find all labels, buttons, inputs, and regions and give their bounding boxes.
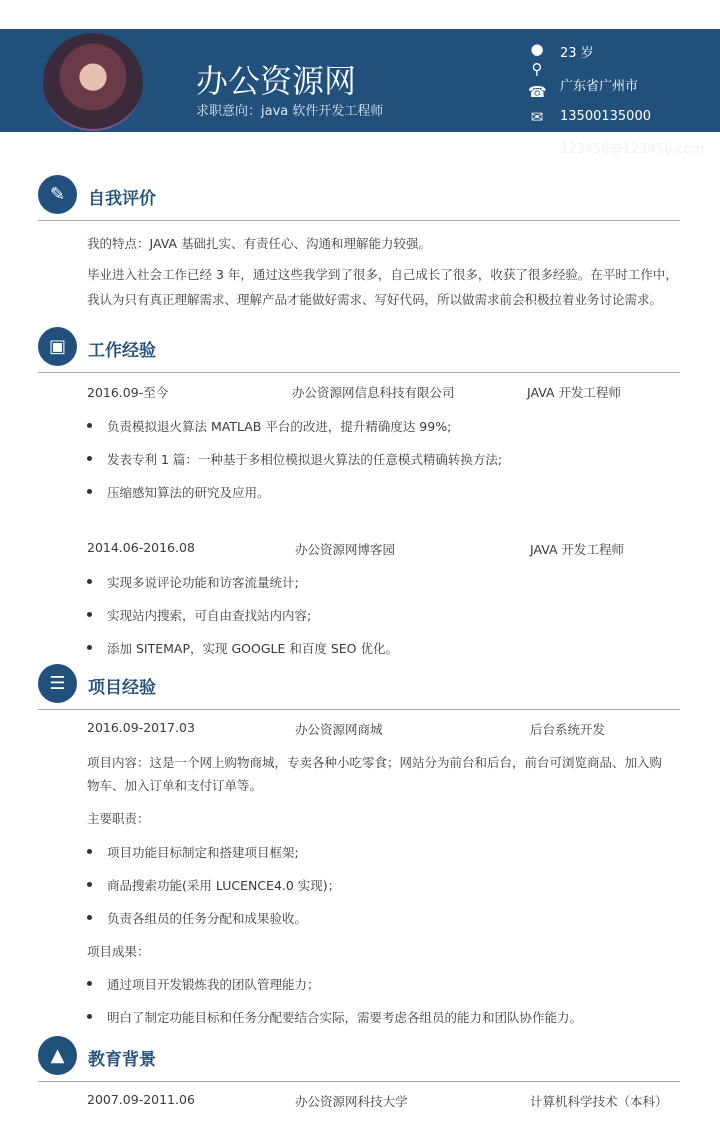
project-role: 后台系统开发 <box>530 722 606 737</box>
bullet <box>87 645 92 650</box>
phone: 13500135000 <box>560 109 651 124</box>
project-period: 2016.09-2017.03 <box>87 720 195 735</box>
bullet-text: 项目功能目标制定和搭建项目框架; <box>107 845 299 860</box>
phone-icon: ☎ <box>528 83 547 101</box>
duties-label: 主要职责： <box>87 811 150 826</box>
bullet <box>87 456 92 461</box>
name: 办公资源网 <box>196 62 357 100</box>
location-pin-icon: ⚲ <box>531 60 543 78</box>
bullet-text: 商品搜索功能(采用 LUCENCE4.0 实现)； <box>107 878 341 893</box>
text-line: 我的特点：JAVA 基础扎实、有责任心、沟通和理解能力较强。 <box>87 236 431 251</box>
checklist-icon: ☰ <box>38 664 77 703</box>
text-line: 物车、加入订单和支付订单等。 <box>87 778 263 793</box>
location: 广东省广州市 <box>560 79 639 94</box>
bullet <box>87 612 92 617</box>
objective: 求职意向：java 软件开发工程师 <box>196 104 384 119</box>
bullet-text: 添加 SITEMAP，实现 GOOGLE 和百度 SEO 优化。 <box>107 641 398 656</box>
divider <box>38 372 680 373</box>
edu-major: 计算机科学技术（本科） <box>530 1094 668 1109</box>
person-icon: ● <box>530 40 544 58</box>
bullet <box>87 981 92 986</box>
text-line: 项目内容：这是一个网上购物商城，专卖各种小吃零食；网站分为前台和后台，前台可浏览商品、加入购 <box>87 755 663 770</box>
job-company: 办公资源网博客园 <box>295 542 396 557</box>
bullet-text: 通过项目开发锻炼我的团队管理能力； <box>107 977 320 992</box>
section-title-project: 项目经验 <box>88 678 156 698</box>
section-title-self: 自我评价 <box>88 189 156 209</box>
edu-period: 2007.09-2011.06 <box>87 1092 195 1107</box>
job-role: JAVA 开发工程师 <box>527 385 621 400</box>
bullet-text: 压缩感知算法的研究及应用。 <box>107 485 270 500</box>
bullet-text: 负责模拟退火算法 MATLAB 平台的改进，提升精确度达 99%; <box>107 419 452 434</box>
job-period: 2014.06-2016.08 <box>87 540 195 555</box>
avatar <box>43 33 143 131</box>
bullet-text: 明白了制定功能目标和任务分配要结合实际，需要考虑各组员的能力和团队协作能力。 <box>107 1010 583 1025</box>
age: 23 岁 <box>560 46 594 61</box>
bullet-text: 实现站内搜索，可自由查找站内内容; <box>107 608 312 623</box>
job-period: 2016.09-至今 <box>87 385 169 400</box>
results-label: 项目成果： <box>87 944 150 959</box>
job-role: JAVA 开发工程师 <box>530 542 624 557</box>
text-line: 我认为只有真正理解需求、理解产品才能做好需求、写好代码，所以做需求前会积极拉着业务讨论需求。 <box>87 292 663 307</box>
project-name: 办公资源网商城 <box>295 722 383 737</box>
bullet <box>87 849 92 854</box>
bullet <box>87 915 92 920</box>
bullet <box>87 882 92 887</box>
edit-icon: ✎ <box>38 175 77 214</box>
bullet-text: 实现多说评论功能和访客流量统计; <box>107 575 299 590</box>
email: 123456@123456.com <box>560 142 705 157</box>
graduation-cap-icon: ▲ <box>38 1036 77 1075</box>
bullet <box>87 489 92 494</box>
section-title-work: 工作经验 <box>88 341 156 361</box>
mail-icon: ✉ <box>530 108 544 126</box>
briefcase-icon: ▣ <box>38 327 77 366</box>
bullet <box>87 579 92 584</box>
bullet-text: 发表专利 1 篇：一种基于多相位模拟退火算法的任意模式精确转换方法; <box>107 452 503 467</box>
text-line: 毕业进入社会工作已经 3 年，通过这些我学到了很多，自己成长了很多，收获了很多经验。在平时工作中， <box>87 267 678 282</box>
divider <box>38 709 680 710</box>
section-title-edu: 教育背景 <box>88 1050 156 1070</box>
edu-school: 办公资源网科技大学 <box>295 1094 408 1109</box>
divider <box>38 1081 680 1082</box>
divider <box>38 220 680 221</box>
bullet-text: 负责各组员的任务分配和成果验收。 <box>107 911 308 926</box>
job-company: 办公资源网信息科技有限公司 <box>292 385 455 400</box>
bullet <box>87 423 92 428</box>
